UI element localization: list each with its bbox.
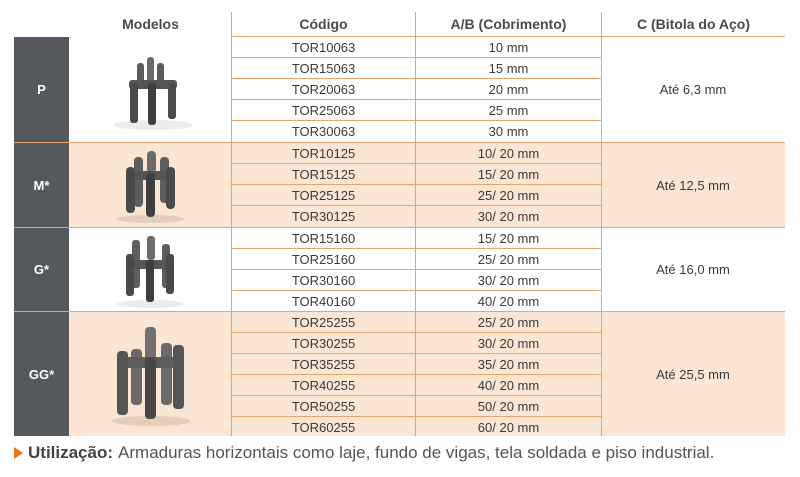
spacer-image-gg xyxy=(70,312,231,436)
code-cell: TOR35255 xyxy=(291,357,356,372)
code-cell: TOR50255 xyxy=(291,399,356,414)
cobrimento-cell: 40/ 20 mm xyxy=(477,378,540,393)
table-row xyxy=(232,354,601,375)
code-cell: TOR25160 xyxy=(291,252,356,267)
cobrimento-cell: 10 mm xyxy=(488,40,529,55)
spacer-image-g xyxy=(70,228,231,311)
spacer-image-m xyxy=(70,143,231,227)
header-cobrimento: A/B (Cobrimento) xyxy=(450,16,567,32)
cobrimento-cell: 25/ 20 mm xyxy=(477,315,540,330)
model-label: G* xyxy=(14,228,69,311)
cobrimento-cell: 20 mm xyxy=(488,82,529,97)
rows-m xyxy=(232,143,601,227)
spacer-g-icon xyxy=(106,230,196,310)
bitola-cell: Até 12,5 mm xyxy=(656,177,730,193)
cobrimento-cell: 25/ 20 mm xyxy=(477,252,540,267)
table-row xyxy=(232,185,601,206)
cobrimento-cell: 30/ 20 mm xyxy=(477,209,540,224)
rows-p xyxy=(232,37,601,142)
table-row xyxy=(232,270,601,291)
table-row xyxy=(232,121,601,142)
code-cell: TOR30063 xyxy=(291,124,356,139)
table-row xyxy=(232,164,601,185)
cobrimento-cell: 50/ 20 mm xyxy=(477,399,540,414)
group-g xyxy=(14,228,785,311)
code-cell: TOR25255 xyxy=(291,315,356,330)
arrow-right-icon xyxy=(14,447,23,459)
table-row xyxy=(232,375,601,396)
table-row xyxy=(232,312,601,333)
code-cell: TOR15063 xyxy=(291,61,356,76)
usage-text: Armaduras horizontais como laje, fundo de vigas, tela soldada e piso industrial. xyxy=(118,443,715,462)
rows-gg xyxy=(232,312,601,438)
cobrimento-cell: 60/ 20 mm xyxy=(477,420,540,435)
header-modelos: Modelos xyxy=(122,16,179,32)
table-row xyxy=(232,143,601,164)
table-row xyxy=(232,79,601,100)
table-row xyxy=(232,228,601,249)
cobrimento-cell: 15/ 20 mm xyxy=(477,167,540,182)
code-cell: TOR10063 xyxy=(291,40,356,55)
code-cell: TOR40160 xyxy=(291,294,356,309)
cobrimento-cell: 10/ 20 mm xyxy=(477,146,540,161)
table-row xyxy=(232,396,601,417)
cobrimento-cell: 25 mm xyxy=(488,103,529,118)
table-row xyxy=(232,37,601,58)
spacer-image-p xyxy=(70,37,231,142)
code-cell: TOR25125 xyxy=(291,188,356,203)
table-row xyxy=(232,333,601,354)
code-cell: TOR10125 xyxy=(291,146,356,161)
cobrimento-cell: 15 mm xyxy=(488,61,529,76)
code-cell: TOR25063 xyxy=(291,103,356,118)
code-cell: TOR20063 xyxy=(291,82,356,97)
spacer-gg-icon xyxy=(101,319,201,429)
spacer-m-icon xyxy=(106,145,196,225)
cobrimento-cell: 30/ 20 mm xyxy=(477,273,540,288)
code-cell: TOR15160 xyxy=(291,231,356,246)
model-label: P xyxy=(14,37,69,142)
cobrimento-cell: 30/ 20 mm xyxy=(477,336,540,351)
code-cell: TOR30255 xyxy=(291,336,356,351)
table-row xyxy=(232,291,601,312)
table-row xyxy=(232,249,601,270)
group-m xyxy=(14,143,785,227)
cobrimento-cell: 40/ 20 mm xyxy=(477,294,540,309)
group-p xyxy=(14,37,785,142)
code-cell: TOR30125 xyxy=(291,209,356,224)
bitola-cell: Até 25,5 mm xyxy=(656,366,730,382)
table-row xyxy=(232,100,601,121)
cobrimento-cell: 25/ 20 mm xyxy=(477,188,540,203)
table-row xyxy=(232,58,601,79)
model-label: GG* xyxy=(14,312,69,436)
code-cell: TOR15125 xyxy=(291,167,356,182)
bitola-cell: Até 16,0 mm xyxy=(656,262,730,277)
code-cell: TOR40255 xyxy=(291,378,356,393)
cobrimento-cell: 35/ 20 mm xyxy=(477,357,540,372)
code-cell: TOR30160 xyxy=(291,273,356,288)
usage-note xyxy=(14,441,714,465)
cobrimento-cell: 15/ 20 mm xyxy=(477,231,540,246)
table-header xyxy=(14,12,785,36)
table-row xyxy=(232,417,601,438)
rows-g xyxy=(232,228,601,312)
cobrimento-cell: 30 mm xyxy=(488,124,529,139)
header-codigo: Código xyxy=(299,16,348,32)
model-label: M* xyxy=(14,143,69,227)
usage-label: Utilização: xyxy=(28,443,114,462)
table-row xyxy=(232,206,601,227)
group-gg xyxy=(14,312,785,436)
header-bitola: C (Bitola do Aço) xyxy=(636,16,751,32)
spacer-p-icon xyxy=(101,45,201,135)
bitola-cell: Até 6,3 mm xyxy=(659,82,727,97)
code-cell: TOR60255 xyxy=(291,420,356,435)
